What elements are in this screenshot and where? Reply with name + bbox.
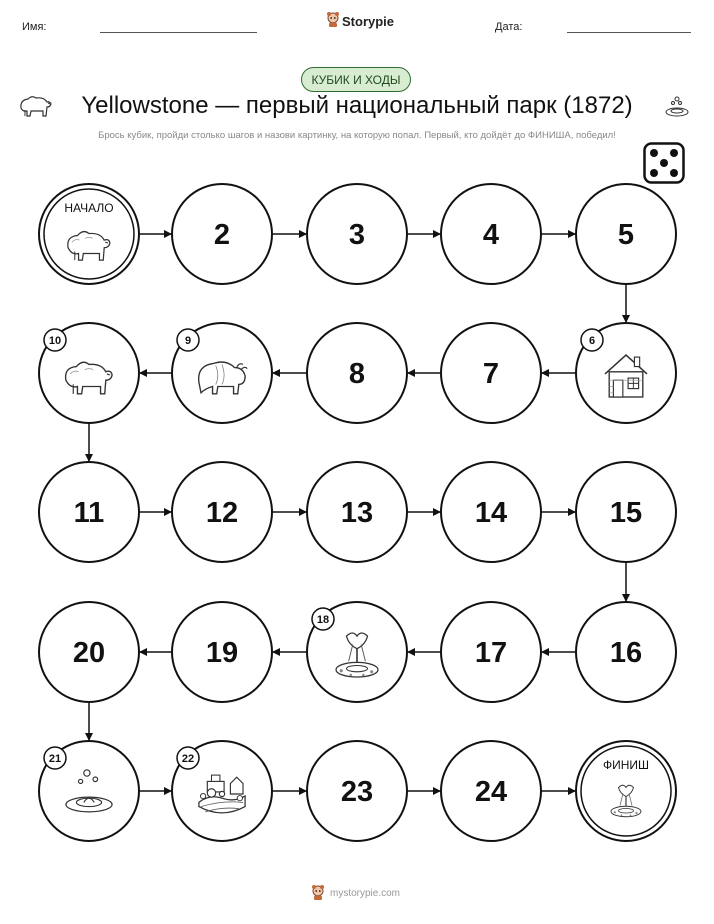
badge-number: 6 xyxy=(588,335,596,347)
board-cell[interactable] xyxy=(39,741,139,841)
name-label: Имя: xyxy=(22,21,47,33)
finish-label: ФИНИШ xyxy=(602,758,650,772)
cell-number: 13 xyxy=(340,497,374,529)
brand-name: Storypie xyxy=(342,14,395,29)
cell-number: 15 xyxy=(609,497,643,529)
cell-number: 17 xyxy=(474,637,508,669)
badge-number: 18 xyxy=(316,614,330,626)
cell-number: 16 xyxy=(609,637,643,669)
cell-number: 11 xyxy=(73,497,105,529)
board-cell[interactable] xyxy=(576,184,676,284)
board-cell[interactable] xyxy=(441,602,541,702)
cell-number: 12 xyxy=(205,497,239,529)
board-cell[interactable] xyxy=(307,741,407,841)
board-cell[interactable] xyxy=(441,184,541,284)
cell-number: 5 xyxy=(617,219,635,251)
footer-url[interactable]: mystorypie.com xyxy=(329,888,400,899)
badge-number: 10 xyxy=(48,335,62,347)
board-cell[interactable] xyxy=(39,184,139,284)
mode-tag: КУБИК И ХОДЫ xyxy=(301,67,411,92)
board-cell[interactable] xyxy=(307,462,407,562)
board-cell[interactable] xyxy=(172,741,272,841)
cell-number: 20 xyxy=(72,637,106,669)
cell-number: 8 xyxy=(348,358,366,390)
board-cell[interactable] xyxy=(576,741,676,841)
cell-number: 7 xyxy=(482,358,500,390)
board-cell[interactable] xyxy=(172,323,272,423)
cell-number: 23 xyxy=(340,776,374,808)
board-cell[interactable] xyxy=(172,184,272,284)
board-cell[interactable] xyxy=(172,602,272,702)
board-cell[interactable] xyxy=(576,602,676,702)
board-cell[interactable] xyxy=(441,741,541,841)
board-cell[interactable] xyxy=(39,462,139,562)
board-cell[interactable] xyxy=(307,323,407,423)
board-cell[interactable] xyxy=(172,462,272,562)
cell-number: 24 xyxy=(474,776,508,808)
board-cell[interactable] xyxy=(441,323,541,423)
cell-number: 19 xyxy=(205,637,239,669)
page-title: Yellowstone — первый национальный парк (1872) xyxy=(81,92,633,119)
board-cell[interactable] xyxy=(576,462,676,562)
board-cell[interactable] xyxy=(307,184,407,284)
cell-number: 2 xyxy=(213,219,231,251)
start-label: НАЧАЛО xyxy=(64,201,114,215)
cell-number: 14 xyxy=(474,497,508,529)
board-cell[interactable] xyxy=(441,462,541,562)
badge-number: 22 xyxy=(181,753,195,765)
date-label: Дата: xyxy=(495,21,523,33)
board-cell[interactable] xyxy=(576,323,676,423)
badge-number: 9 xyxy=(184,335,192,347)
board-cell[interactable] xyxy=(39,602,139,702)
cell-number: 4 xyxy=(482,219,500,251)
board-cell[interactable] xyxy=(39,323,139,423)
cell-number: 3 xyxy=(348,219,366,251)
board-cells xyxy=(39,184,676,841)
instructions: Брось кубик, пройди столько шагов и назови картинку, на которую попал. Первый, кто дойдёт до ФИНИША, победил! xyxy=(98,130,616,141)
board-cell[interactable] xyxy=(307,602,407,702)
badge-number: 21 xyxy=(48,753,62,765)
